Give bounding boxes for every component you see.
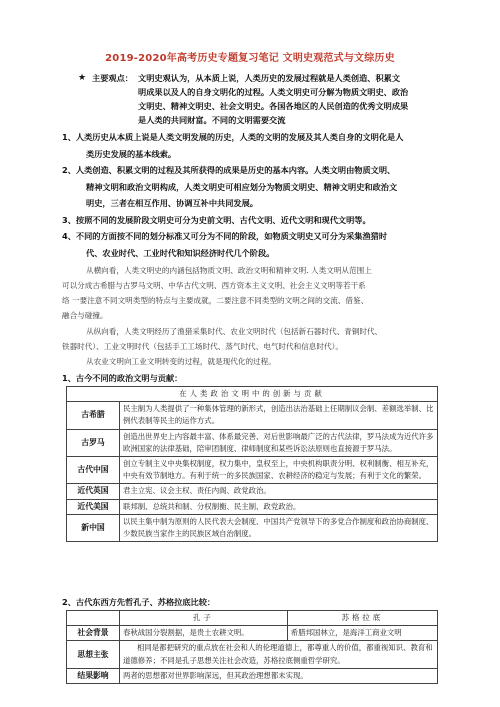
row-text: 两者的思想都对世界影响深远，但其政治理想都未实现。 [120,668,438,683]
point-2-line: 2、人类创造、积累文明的过程及其所获得的成果是历史的基本内容。人类文明由物质文明、 [62,165,396,175]
table-row [67,402,438,429]
paragraph-line: 从横向看，人类文明史的内涵包括物质文明、政治文明和精神文明. 人类文明从范围上 [86,266,372,275]
table-row [67,499,438,514]
table-row [67,484,438,499]
row-text: 君主立宪、议会主权、责任内阁、政党政治。 [120,484,438,499]
row-label: 思想主张 [67,641,120,668]
paragraph-line: 融合与碰撞。 [62,311,108,320]
col-socrates: 苏格拉底 [287,611,437,626]
section-1-heading: 1、古今不同的政治文明与贡献： [62,373,183,383]
key-point-line: 文明史观认为，从本质上说，人类历史的发展过程就是人类创造、积累文 [138,73,401,83]
row-text: 以民主集中制为原则的人民代表大会制度、中国共产党领导下的多党合作制度和政治协商制度、少数民族当家作主的民族区域自治制度。 [120,514,438,541]
row-label: 近代英国 [67,484,120,499]
row-text: 创立专制主义中央集权制度，权力集中，皇权至上，中央机构职责分明、权利制衡、相互补充，中央有效节制地方。有利于统一的多民族国家、农耕经济的稳定与发展；有利于文化的繁荣。 [120,457,438,484]
paragraph-line: 从农业文明向工业文明转变的过程，就是现代化的过程。 [86,357,276,366]
row-text: 相同是都把研究的重点放在社会和人的伦理道德上，都尊重人的价值，都重视知识、教育和道德修养；不同是孔子思想关注社会改造，苏格拉底侧重哲学研究。 [120,641,438,668]
paragraph-line: 铁器时代）、工业文明时代（包括手工工场时代、蒸气时代、电气时代和信息时代）。 [62,342,343,351]
row-cell: 希腊邦国林立，是海洋工商业文明 [287,626,437,641]
philosopher-comparison-table [66,610,438,684]
row-label-empty [67,611,120,626]
paragraph-line: 络 一要注意不同文明类型的特点与主要成就，二要注意不同类型的文明之间的交流、借鉴、 [62,296,369,305]
row-label: 古希腊 [67,402,120,429]
paragraph-line: 从纵向看，人类文明经历了渔猎采集时代、农业文明时代（包括新石器时代、青铜时代、 [86,327,383,336]
key-point-text [138,71,478,127]
point-1-line: 1、人类历史从本质上说是人类文明发展的历史，人类的文明的发展及其人类自身的文明化是人 [62,132,404,142]
table-row [67,626,438,641]
key-point-label: 主要观点： [92,73,133,83]
section-2-heading: 2、古代东西方先哲孔子、苏格拉底比较： [62,597,216,607]
row-label: 古罗马 [67,429,120,456]
point-2-line: 精神文明和政治文明构成，人类文明史可相应划分为物质文明史、精神文明史和政治文 [86,182,398,192]
paragraph-line: 可以分成古希腊与古罗马文明、中华古代文明、西方资本主义文明、社会主义文明等若干系 [62,281,366,290]
key-point-line: 明成果以及人的自身文明化的过程。人类文明史可分解为物质文明史、政治 [138,87,409,97]
point-4-line: 4、不同的方面按不同的划分标准又可分为不同的阶段，如物质文明史又可分为采集渔猎时 [62,231,388,241]
table-row [67,429,438,456]
political-civilization-table [66,386,438,542]
star-icon: ★ [78,73,87,83]
row-cell: 春秋战国分裂割据，是贵土农耕文明。 [120,626,288,641]
col-confucius: 孔子 [120,611,288,626]
row-label: 社会背景 [67,626,120,641]
table-row [67,668,438,683]
point-4-line: 代、农业时代、工业时代和知识经济时代几个阶段。 [86,248,275,258]
point-2-line: 明史，三者在相互作用、协调互补中共同发展。 [86,198,258,208]
row-label: 结果影响 [67,668,120,683]
point-3-line: 3、按照不同的发展阶段文明史可分为史前文明、古代文明、近代文明和现代文明等。 [62,215,371,225]
row-label: 近代美国 [67,499,120,514]
table-header-row [67,611,438,626]
table-row [67,457,438,484]
table-row [67,514,438,541]
row-text: 创造出世界史上内容最丰富、体系最完善、对后世影响最广泛的古代法律，罗马法成为近代许多欧洲国家的法律基础，陪审团制度、律师制度和某些诉讼法原则也直接源于罗马法。 [120,429,438,456]
row-text: 民主制为人类提供了一种集体管理的新形式，创造出法治基础上任期制议会制、差额选举制、比例代表制等民主的运作方式。 [120,402,438,429]
row-label: 古代中国 [67,457,120,484]
document-title: 2019-2020年高考历史专题复习笔记 文明史观范式与文综历史 [105,53,395,64]
table-header: 在人类政治文明中的创新与贡献 [67,387,438,402]
key-point-line: 文明史、精神文明史、社会文明史。各国各地区的人民创造的优秀文明成果 [138,101,409,111]
table-header-row [67,387,438,402]
point-1-line: 类历史发展的基本线索。 [86,149,177,159]
row-text: 联邦制、总统共和制、分权制衡、民主制、政党政治。 [120,499,438,514]
key-point-line: 是人类的共同财富。不同的文明需要交流 [138,115,286,125]
table-row [67,641,438,668]
row-label: 新中国 [67,514,120,541]
